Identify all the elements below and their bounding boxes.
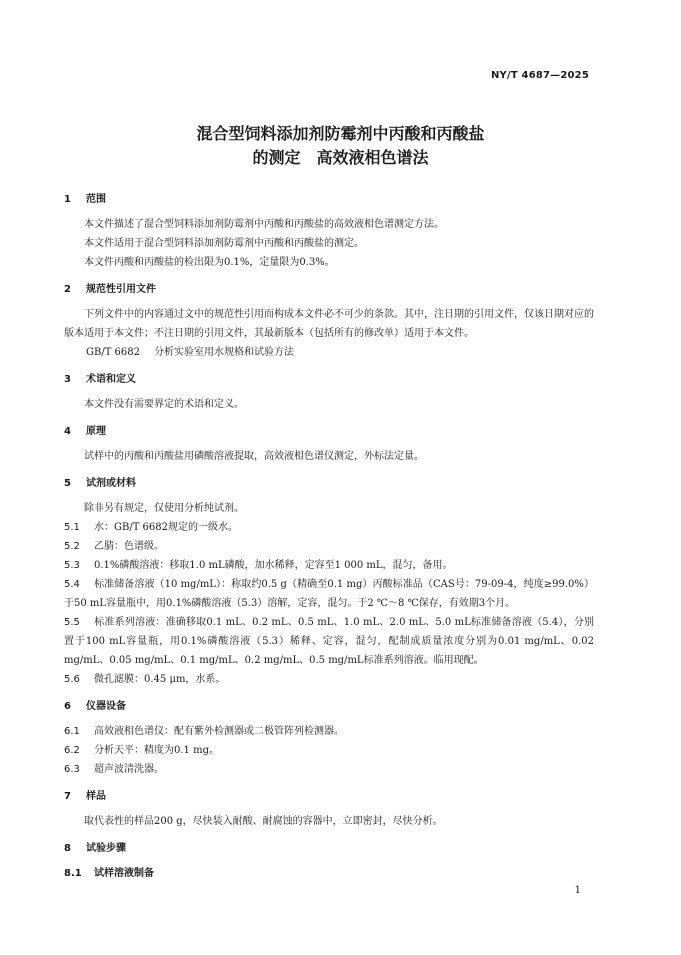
section-title: 试样溶液制备: [94, 868, 154, 879]
paragraph: 取代表性的样品200 g，尽快装入耐酸、耐腐蚀的容器中，立即密封，尽快分析。: [84, 816, 443, 827]
standard-code: NY/T 4687—2025: [490, 70, 589, 81]
section-number: 1: [64, 194, 71, 205]
item-text: 高效液相色谱仪：配有紫外检测器或二极管阵列检测器。: [94, 726, 344, 737]
item-text: 分析天平：精度为0.1 mg。: [94, 745, 219, 756]
section-number: 8.1: [64, 868, 82, 879]
list-item: [64, 518, 594, 537]
section-title: 试验步骤: [86, 843, 126, 854]
section-heading-principle: [64, 422, 594, 441]
reference-code: GB/T 6682: [86, 347, 141, 358]
section-title: 术语和定义: [86, 374, 136, 385]
item-text: 0.1%磷酸溶液：移取1.0 mL磷酸，加水稀释，定容至1 000 mL，混匀，备用。: [94, 560, 453, 571]
list-item: [64, 670, 594, 689]
section-title: 试剂或材料: [86, 478, 136, 489]
list-item: [64, 760, 594, 779]
paragraph: 本文件描述了混合型饲料添加剂防霉剂中丙酸和丙酸盐的高效液相色谱测定方法。: [84, 219, 444, 230]
section-number: 3: [64, 374, 71, 385]
subsection-heading-sample-solution: [64, 864, 594, 883]
item-text: 标准储备溶液（10 mg/mL）：称取约0.5 g（精确至0.1 mg）丙酸标准品（CAS号：79-09-4，纯度≥99.0%）于50 mL容量瓶中，用0.1%磷酸溶液（5.3）溶解，定容，混匀。于2 ℃～8 ℃保存，有效期3个月。: [64, 579, 594, 609]
section-heading-scope: [64, 190, 594, 209]
list-item: [64, 722, 594, 741]
item-number: 5.4: [64, 579, 80, 590]
reference-entry: [86, 343, 594, 362]
paragraph: 除非另有规定，仅使用分析纯试剂。: [84, 503, 244, 514]
list-item: [64, 741, 594, 760]
section-title: 原理: [86, 426, 106, 437]
item-text: 超声波清洗器。: [94, 764, 164, 775]
item-number: 5.6: [64, 674, 80, 685]
section-heading-procedure: [64, 839, 594, 858]
item-number: 5.2: [64, 541, 80, 552]
document-title: [0, 122, 681, 170]
section-number: 2: [64, 284, 71, 295]
paragraph: 试样中的丙酸和丙酸盐用磷酸溶液提取，高效液相色谱仪测定，外标法定量。: [84, 451, 424, 462]
section-heading-terms: [64, 370, 594, 389]
paragraph: 下列文件中的内容通过文中的规范性引用而构成本文件必不可少的条款。其中，注日期的引用文件，仅该日期对应的版本适用于本文件；不注日期的引用文件，其最新版本（包括所有的修改单）适用于本文件。: [64, 309, 594, 339]
section-title: 仪器设备: [86, 701, 126, 712]
document-body: [64, 190, 594, 889]
section-number: 7: [64, 791, 71, 802]
title-line-1: 混合型饲料添加剂防霉剂中丙酸和丙酸盐: [196, 124, 485, 143]
page-number: 1: [574, 885, 581, 896]
list-item: [64, 537, 594, 556]
item-text: 乙腈：色谱级。: [94, 541, 164, 552]
section-number: 5: [64, 478, 71, 489]
paragraph: 本文件丙酸和丙酸盐的检出限为0.1%，定量限为0.3%。: [84, 257, 335, 268]
list-item: [64, 613, 594, 670]
section-heading-reagents: [64, 474, 594, 493]
item-number: 5.5: [64, 617, 80, 628]
paragraph: 本文件适用于混合型饲料添加剂防霉剂中丙酸和丙酸盐的测定。: [84, 238, 364, 249]
item-text: 微孔滤膜：0.45 μm，水系。: [94, 674, 226, 685]
section-number: 4: [64, 426, 71, 437]
item-number: 6.2: [64, 745, 80, 756]
item-number: 5.3: [64, 560, 80, 571]
section-heading-sample: [64, 787, 594, 806]
section-title: 样品: [86, 791, 106, 802]
list-item: [64, 575, 594, 613]
section-title: 规范性引用文件: [86, 284, 156, 295]
section-title: 范围: [86, 194, 106, 205]
section-number: 6: [64, 701, 71, 712]
item-number: 6.3: [64, 764, 80, 775]
list-item: [64, 556, 594, 575]
section-heading-normative-references: [64, 280, 594, 299]
section-number: 8: [64, 843, 71, 854]
section-heading-apparatus: [64, 697, 594, 716]
item-text: 标准系列溶液：准确移取0.1 mL、0.2 mL、0.5 mL、1.0 mL、2.0 mL、5.0 mL标准储备溶液（5.4），分别置于100 mL容量瓶，用0.1%磷酸溶液（5.3）稀释、定容，混匀，配制成质量浓度分别为0.01 mg/mL、0.02 mg/mL、0.05 mg/mL、0.1 mg/mL、0.2 mg/mL、0.5 mg/mL标准系列溶液。临用现配。: [64, 617, 594, 666]
paragraph: 本文件没有需要界定的术语和定义。: [84, 399, 244, 410]
item-number: 6.1: [64, 726, 80, 737]
item-number: 5.1: [64, 522, 80, 533]
title-line-2: 的测定 高效液相色谱法: [252, 148, 429, 167]
item-text: 水：GB/T 6682规定的一级水。: [94, 522, 239, 533]
reference-title: 分析实验室用水规格和试验方法: [154, 347, 295, 358]
